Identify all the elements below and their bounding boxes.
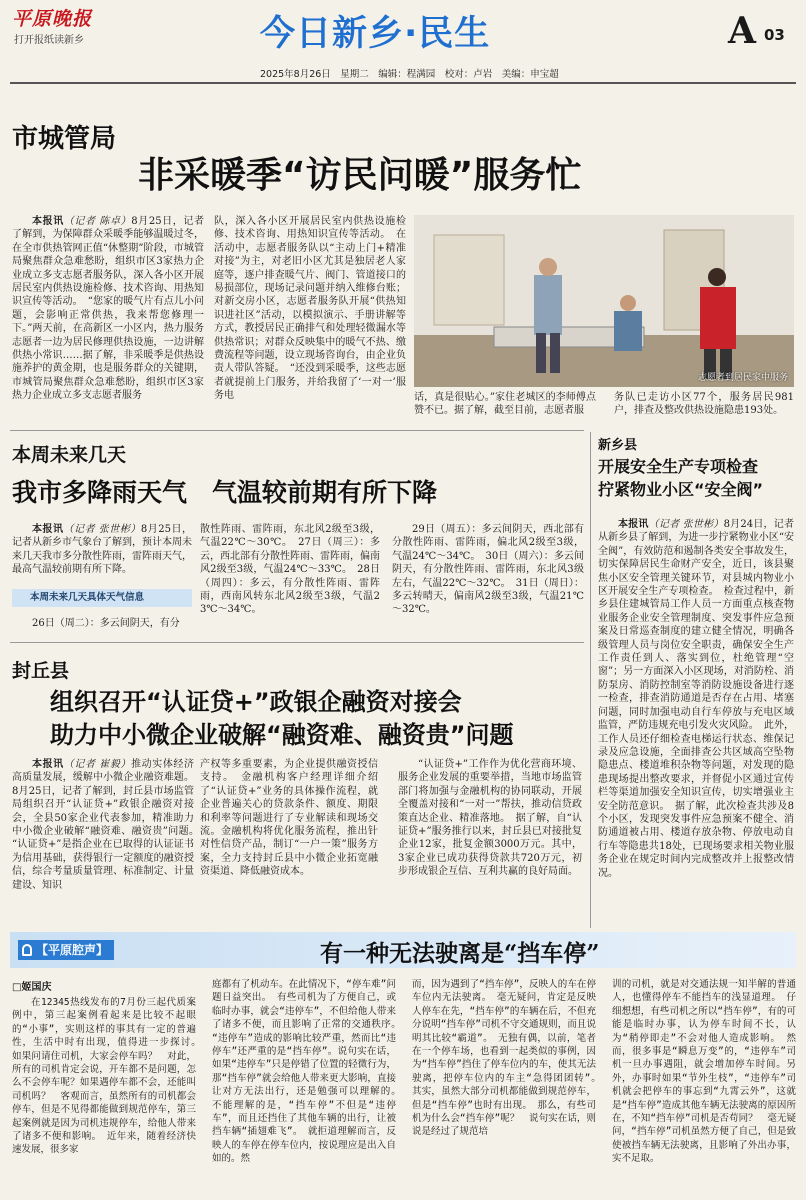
- article3-kicker: 封丘县: [12, 660, 70, 682]
- newspaper-logo: 平原晚报: [12, 8, 93, 30]
- masthead: [0, 0, 806, 60]
- article2-col2: [200, 523, 380, 635]
- masthead-divider: [10, 82, 796, 84]
- article3-byline: （记者 崔毅）: [63, 759, 132, 770]
- column-title: 有一种无法驶离是“挡车停”: [320, 940, 600, 967]
- article1-body-col3: 话，真是很贴心。”家住老城区的李师傅点赞不已。据了解，截至目前，志愿者服: [414, 392, 596, 417]
- article3-col3: [398, 758, 582, 924]
- column-col3: [412, 978, 596, 1196]
- article1-body-col2: 队，深入各小区开展居民室内供热设施检修、技术咨询、用热知识宣传等活动。 在活动中，志愿者服务队以“主动上门+精准对接”为主，对老旧小区尤其是独居老人家庭等，逐户排查暖气片、阀门、管道接口的易损部位，现场记录问题并纳入维修台账；对新交房小区，志愿者服务队开展“供热知识进社区”活动，以模拟演示、手册讲解等方式，教授居民正确排气和处理轻微漏水等供热常识；对群众反映集中的暖气不热、缴费流程等问题，设立现场咨询台，由企业负责人带队答疑。 “还没到采暖季，这些志愿者就提前上门服务，并给我留了‘一对一’服务电: [214, 216, 406, 402]
- article2-body-col1: 8月25日，记者从新乡市气象台了解到，预计本周未来几天我市多分散性阵雨，雷阵雨天气，最高气温较前期有所下降。: [12, 524, 192, 575]
- article1-body-col1: 8月25日，记者了解到，为保障群众采暖季能够温暖过冬，在全市供热管网正值“休整期”阶段，市城管局聚焦群众急难愁盼，组织市区3家热力企业成立多支志愿者服务队，深入各小区开展居民室内供热设施检修、技术咨询、用热知识宣传等活动。 “您家的暖气片有点儿小问题，会影响正常供热，我来帮您修理一下。”两天前，在高新区一小区内，热力服务志愿者一边为居民修理供热设施，一边讲解供热小常识……据了解，非采暖季是供热设施养护的黄金期，也是服务群众的关键期，市城管局聚焦群众急难愁盼，组织市区3家热力企业成立多支志愿者服务: [12, 216, 204, 402]
- article4-body-text: 8月24日，记者从新乡县了解到，为进一步拧紧物业小区“安全阀”，有效防范和遏制各类安全事故发生，切实保障居民生命财产安全，近日，该县聚焦小区安全管理关键环节，对县城内物业小区开展安全生产专项检查。 检查过程中，新乡县住建城管局工作人员一方面重点核查物业服务企业安全管理制度、突发事件应急预案及日常巡查制度的建立健全情况，明确各级管理人员与岗位安全职责，确保安全生产工作责任到人、落实到位，杜绝管理“空窗”；另一方面深入小区现场，对消防栓、消防泵房、消防控制室等消防设施设备进行逐一检查，排查消防通道是否存在占用、堵塞问题，同时加强电动自行车停放与充电区域监管，严防违规充电引发火灾风险。 此外，工作人员还仔细检查电梯运行状态、维保记录及应急设施，全面排查公共区域高空坠物隐患点、楼道堆积杂物等问题，对发现的隐患现场提出整改要求，并督促小区通过宣传栏等渠道加强安全知识宣传，切实增强业主安全防范意识。 据了解，此次检查共涉及8个小区，发现突发事件应急预案不健全、消防通道被占用、楼道存放杂物、停放电动自行车等隐患共18处，已现场要求相关物业服务企业在规定时间内完成整改并上报整改情况。: [598, 519, 794, 879]
- article4-lead: 本报讯: [618, 519, 649, 530]
- column-body-col1: 在12345热线发布的7月份三起代质案例中，第三起案例看起来是比较不起眼的“小事”，实则这样的事其有一定的普遍性，生活中时有出现，值得进一步探讨。 如果问请住司机，大家会停车吗？ 对此，所有的司机肯定会说，开车都不是问题，怎么不会停车呢？如果遇停车都不会，还能叫司机吗？ 客观而言，虽然所有的司机都会停车，但是不见得都能做到规范停车，第三起案例就是因为司机违规停车，给他人带来了诸多不便和影响。 近年来，随着经济快速发展，很多家: [12, 997, 196, 1156]
- article2-kicker: 本周未来几天: [12, 444, 127, 466]
- column-tag: 【平原腔声】: [18, 940, 114, 960]
- weather-info-box: 本周未来几天具体天气信息: [12, 589, 192, 607]
- column-col1: [12, 996, 196, 1196]
- newspaper-slogan: 打开报纸读新乡: [14, 35, 84, 46]
- article3-body-col2: 产权等多重要素，为企业提供融资授信支持。 金融机构客户经理详细介绍了“认证贷+”业务的具体操作流程，就企业普遍关心的贷款条件、额度、期限和利率等问题进行了专业解读和现场交流。金融机构将优化服务流程，推出针对性信贷产品，制订“一户一策”服务方案，全力支持封丘县中小微企业拓宽融资渠道、降低融资成本。: [200, 759, 378, 878]
- volunteer-photo-illustration: [414, 215, 794, 387]
- column-author: □姬国庆: [12, 982, 52, 993]
- microphone-icon: [22, 944, 32, 956]
- article2-col3: [392, 523, 584, 635]
- article1-lead: 本报讯: [32, 216, 64, 227]
- article3-body-col1: 推动实体经济高质量发展，缓解中小微企业融资难题。8月25日，记者了解到，封丘县市场监管局组织召开“认证贷+”政银企融资对接会，全县50家企业代表参加，精准助力中小微企业破解“融资难、融资贵”问题。 “认证贷+”是指企业在已取得的认证证书为信用基础，获得银行一定额度的融资授信，综合考量质量管理、标准制定、计量建设、知识: [12, 759, 194, 891]
- article2-body-col2: 散性阵雨、雷阵雨，东北风2级至3级，气温22℃～30℃。 27日（周三）：多云，西北部有分散性阵雨、雷阵雨，偏南风2级至3级，气温24℃～33℃。 28日（周四）：多云，有分散性阵雨、雷阵雨，西南风转东北风2级至3级，气温23℃～34℃。: [200, 524, 380, 616]
- article1-photo: [414, 215, 794, 387]
- article2-headline: 我市多降雨天气 气温较前期有所下降: [12, 478, 438, 507]
- meta-line: 2025年8月26日 星期二 编辑：程满园 校对：卢岩 美编：申宝超: [260, 69, 559, 80]
- article2-col1b: [12, 617, 192, 633]
- article4-byline: （记者 张世彬）: [648, 519, 724, 530]
- article2-byline: （记者 张世彬）: [63, 524, 141, 535]
- column-col2: [212, 978, 396, 1196]
- photo-caption: 志愿者到居民家中服务: [697, 373, 788, 383]
- divider-2: [10, 642, 584, 643]
- article1-col4: [614, 391, 794, 421]
- article1-byline: （记者 陈卓）: [63, 216, 132, 227]
- article4-headline-line2: 拧紧物业小区“安全阀”: [598, 480, 764, 499]
- page-number: 03: [764, 26, 785, 44]
- article1-col1: [12, 215, 204, 413]
- divider-1: [10, 430, 584, 431]
- article3-body-col3: “认证贷+”工作作为优化营商环境、服务企业发展的重要举措，当地市场监管部门将加强与金融机构的协同联动，开展全覆盖对接和“一对一”帮扶，推动信贷政策直达企业、精准落地。 据了解，自“认证贷+”服务推行以来，封丘县已对接批复企业12家，批复金额3000万元。其中，3家企业已成功获得贷款共720万元，初步形成银企互信、互利共赢的良好局面。: [398, 759, 582, 878]
- article4-kicker: 新乡县: [598, 438, 638, 453]
- article4-body: [598, 518, 794, 924]
- article2-lead: 本报讯: [32, 524, 64, 535]
- column-divider: [590, 432, 591, 928]
- column-col4: [612, 978, 796, 1196]
- column-body-col2: 庭都有了机动车。在此情况下，“停车难”问题日益突出。 有些司机为了方便自己，或临时办事，就会“违停车”，不但给他人带来了诸多不便，而且影响了正常的交通秩序。 “违停车”造成的影响比较严重，然而比“违停车”还严重的是“挡车停”。说句实在话，如果“违停车”只是停错了位置的轻微行为，那“挡车停”就会给他人带来更大影响，直接让对方无法出行，还是勉强可以理解的。 不能理解的是，“挡车停”不但是“违停车”，而且还挡住了其他车辆的出行，让被挡车辆“插翅难飞”。 就拒道理解而言，反映人的车停在停车位内，按说理应是出入自如的。然: [212, 979, 396, 1165]
- section-title: 今日新乡·民生: [260, 14, 491, 54]
- article1-col2: [214, 215, 406, 413]
- article3-headline-line1: 组织召开“认证贷+”政银企融资对接会: [50, 688, 462, 716]
- article3-col1: [12, 758, 194, 924]
- column-band: [10, 932, 796, 968]
- article2-body-col3: 29日（周五）：多云间阴天，西北部有分散性阵雨、雷阵雨，偏北风2级至3级，气温24℃～34℃。 30日（周六）：多云间阴天，有分散性阵雨、雷阵雨，东北风3级左右，气温22℃～32℃。 31日（周日）：多云转晴天，偏南风2级至3级，气温21℃～32℃。: [392, 524, 584, 616]
- article3-headline-line2: 助力中小微企业破解“融资难、融资贵”问题: [50, 721, 514, 749]
- article3-lead: 本报讯: [32, 759, 64, 770]
- article3-col2: [200, 758, 378, 924]
- article1-kicker: 市城管局: [12, 124, 117, 154]
- article1-col3: [414, 391, 596, 421]
- column-body-col4: 训的司机，就是对交通法规一知半解的普通人，也懂得停车不能挡车的浅显道理。 仔细想想，有些司机之所以“挡车停”，有的可能是临时办事，认为停车时间不长，认为“稍停即走”不会对他人造成影响。 然而，很多事是“瞬息万变”的，“违停车”司机一旦办事遇阻，就会增加停车时间。另外，办事时如果“节外生枝”，“违停车”司机就会把停车的事忘到“九霄云外”，这就是“挡车停”造成其他车辆无法驶离的原因所在，不知“挡车停”司机是否苟同？ 毫无疑问，“挡车停”司机虽然方便了自己，但是致使被挡车辆无法驶离，且影响了外出办事，实不足取。: [612, 979, 796, 1165]
- article1-body-col4: 务队已走访小区77个，服务居民981户，排查及整改供热设施隐患193处。: [614, 392, 794, 417]
- page-letter: A: [728, 10, 756, 52]
- article2-col1: [12, 523, 192, 575]
- column-body-col3: 而，因为遇到了“挡车停”，反映人的车在停车位内无法驶离。 毫无疑问，肯定是反映人停车在先，“挡车停”的车辆在后，不但充分说明“挡车停”司机不守交通规则，而且说明其比较“霸道”。 无独有偶，以前，笔者在一个停车场，也看到一起类似的事例，因为“挡车停”挡住了停车位内的车，使其无法驶离，把停车位内的车主“急得团团转”。 其实，虽然大部分司机都能做到规范停车，但是“挡车停”也时有出现。 那么，有些司机为什么会“挡车停”呢？ 说句实在话，则说是经过了规范培: [412, 979, 596, 1138]
- article2-body-col1b: 26日（周二）：多云间阴天，有分: [32, 618, 180, 629]
- article1-headline: 非采暖季“访民问暖”服务忙: [138, 155, 582, 196]
- article4-headline-line1: 开展安全生产专项检查: [598, 457, 759, 476]
- column-tag-label: 平原腔声: [48, 943, 97, 957]
